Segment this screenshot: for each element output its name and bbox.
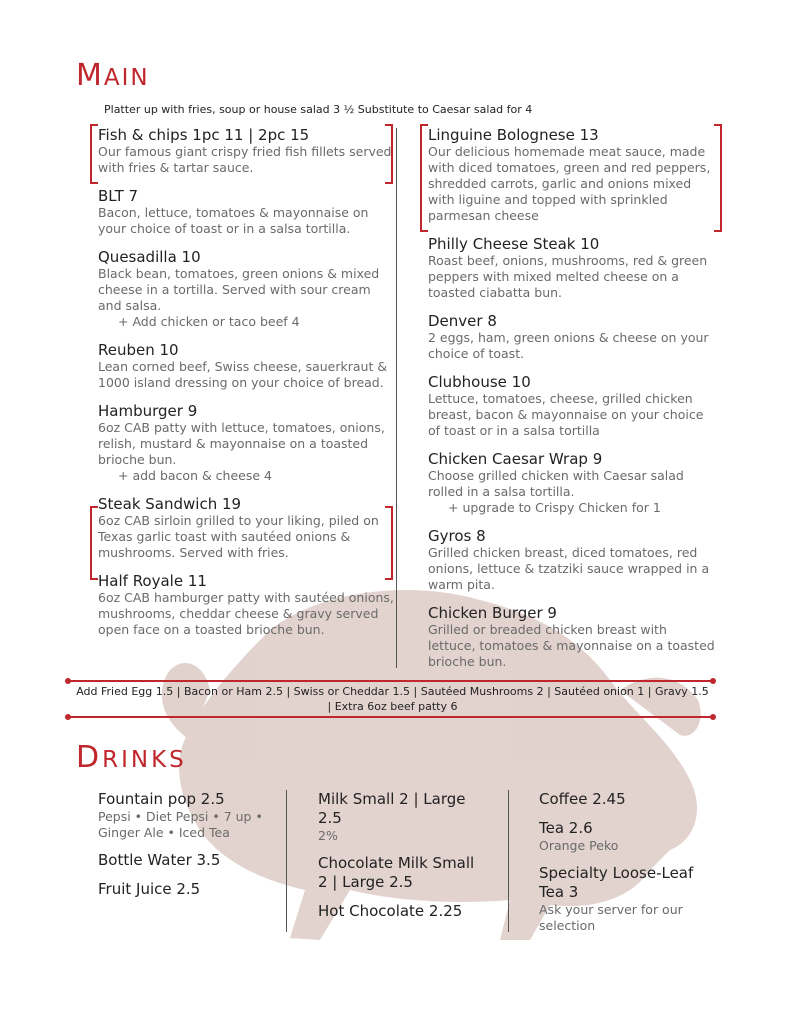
item-description: Grilled chicken breast, diced tomatoes, red onions, lettuce & tzatziki sauce wrapped in a warm pita. xyxy=(428,545,710,592)
item-name: Philly Cheese Steak 10 xyxy=(428,235,600,253)
main-section-title: MAIN xyxy=(76,58,150,93)
item-name: BLT 7 xyxy=(98,187,139,205)
drink-description: 2% xyxy=(318,828,338,843)
menu-item xyxy=(428,450,718,516)
drink-item xyxy=(318,854,488,892)
menu-item xyxy=(98,126,398,176)
item-description: 2 eggs, ham, green onions & cheese on your choice of toast. xyxy=(428,330,709,361)
drink-name: Coffee 2.45 xyxy=(539,790,626,808)
highlight-bracket xyxy=(90,506,98,580)
item-description: Bacon, lettuce, tomatoes & mayonnaise on your choice of toast or in a salsa tortilla. xyxy=(98,205,369,236)
addons-line-2: | Extra 6oz beef patty 6 xyxy=(327,700,458,713)
main-left-column xyxy=(98,126,398,649)
item-name: Steak Sandwich 19 xyxy=(98,495,242,513)
drink-name: Tea 2.6 xyxy=(539,819,593,837)
platter-note: Platter up with fries, soup or house salad 3 ½ Substitute to Caesar salad for 4 xyxy=(104,103,533,116)
drink-name: Fruit Juice 2.5 xyxy=(98,880,201,898)
menu-item xyxy=(428,604,718,670)
drink-name: Fountain pop 2.5 xyxy=(98,790,225,808)
drink-item xyxy=(318,790,488,844)
drink-description: Ask your server for our selection xyxy=(539,902,683,933)
drink-name: Milk Small 2 | Large 2.5 xyxy=(318,790,466,827)
drink-name: Hot Chocolate 2.25 xyxy=(318,902,463,920)
item-description: 6oz CAB patty with lettuce, tomatoes, onions, relish, mustard & mayonnaise on a toasted brioche bun. xyxy=(98,420,385,467)
item-description: Roast beef, onions, mushrooms, red & green peppers with mixed melted cheese on a toasted ciabatta bun. xyxy=(428,253,708,300)
drink-description: Orange Peko xyxy=(539,838,619,853)
item-description: Black bean, tomatoes, green onions & mixed cheese in a tortilla. Served with sour cream and salsa. xyxy=(98,266,380,313)
drink-item xyxy=(98,880,274,899)
item-description: Lean corned beef, Swiss cheese, sauerkraut & 1000 island dressing on your choice of bread. xyxy=(98,359,388,390)
addons-line-1: Add Fried Egg 1.5 | Bacon or Ham 2.5 | Swiss or Cheddar 1.5 | Sautéed Mushrooms 2 | Sautéed onion 1 | Gravy 1.5 xyxy=(76,685,709,698)
item-name: Chicken Burger 9 xyxy=(428,604,557,622)
item-name: Hamburger 9 xyxy=(98,402,198,420)
menu-item xyxy=(428,235,718,301)
item-description: Our famous giant crispy fried fish fillets served with fries & tartar sauce. xyxy=(98,144,392,175)
menu-item xyxy=(98,187,398,237)
drink-description: Pepsi • Diet Pepsi • 7 up • Ginger Ale • Iced Tea xyxy=(98,809,263,840)
drinks-column-2 xyxy=(318,790,488,931)
drinks-divider xyxy=(286,790,287,932)
menu-item xyxy=(98,248,398,330)
drink-name: Bottle Water 3.5 xyxy=(98,851,221,869)
menu-item xyxy=(428,527,718,593)
item-name: Clubhouse 10 xyxy=(428,373,531,391)
item-name: Chicken Caesar Wrap 9 xyxy=(428,450,603,468)
item-name: Fish & chips 1pc 11 | 2pc 15 xyxy=(98,126,310,144)
item-name: Gyros 8 xyxy=(428,527,486,545)
item-addon: + add bacon & cheese 4 xyxy=(118,468,272,483)
item-description: Lettuce, tomatoes, cheese, grilled chicken breast, bacon & mayonnaise on your choice of toast or in a salsa tortilla xyxy=(428,391,704,438)
main-right-column xyxy=(428,126,718,681)
item-name: Quesadilla 10 xyxy=(98,248,201,266)
drinks-section-title: DRINKS xyxy=(76,740,187,775)
item-description: 6oz CAB sirloin grilled to your liking, piled on Texas garlic toast with sautéed onions & mushrooms. Served with fries. xyxy=(98,513,379,560)
item-description: 6oz CAB hamburger patty with sautéed onions, mushrooms, cheddar cheese & gravy served open face on a toasted brioche bun. xyxy=(98,590,394,637)
drink-item xyxy=(98,790,274,841)
menu-item xyxy=(98,572,398,638)
drink-item xyxy=(539,790,719,809)
item-description: Our delicious homemade meat sauce, made with diced tomatoes, green and red peppers, shredded carrots, garlic and onions mixed with liguine and topped with sprinkled parmesan cheese xyxy=(428,144,711,223)
drink-name: Chocolate Milk Small 2 | Large 2.5 xyxy=(318,854,475,891)
addons-bottom-rule xyxy=(68,716,713,718)
drinks-column-3 xyxy=(539,790,719,944)
highlight-bracket xyxy=(420,124,428,232)
item-addon: + upgrade to Crispy Chicken for 1 xyxy=(448,500,661,515)
drink-name: Specialty Loose-Leaf Tea 3 xyxy=(539,864,694,901)
drinks-column-1 xyxy=(98,790,274,909)
item-name: Denver 8 xyxy=(428,312,497,330)
drink-item xyxy=(318,902,488,921)
addons-top-rule xyxy=(68,680,713,682)
item-description: Choose grilled chicken with Caesar salad rolled in a salsa tortilla. xyxy=(428,468,684,499)
menu-item xyxy=(428,373,718,439)
drink-item xyxy=(98,851,274,870)
item-addon: + Add chicken or taco beef 4 xyxy=(118,314,300,329)
item-name: Reuben 10 xyxy=(98,341,179,359)
addons-bar xyxy=(70,684,715,714)
item-name: Half Royale 11 xyxy=(98,572,207,590)
item-description: Grilled or breaded chicken breast with lettuce, tomatoes & mayonnaise on a toasted brioche bun. xyxy=(428,622,715,669)
drinks-divider xyxy=(508,790,509,932)
menu-item xyxy=(428,126,718,224)
menu-item xyxy=(98,495,398,561)
drink-item xyxy=(539,864,719,934)
drink-item xyxy=(539,819,719,854)
item-name: Linguine Bolognese 13 xyxy=(428,126,599,144)
highlight-bracket xyxy=(90,124,98,184)
menu-item xyxy=(428,312,718,362)
menu-item xyxy=(98,341,398,391)
menu-item xyxy=(98,402,398,484)
